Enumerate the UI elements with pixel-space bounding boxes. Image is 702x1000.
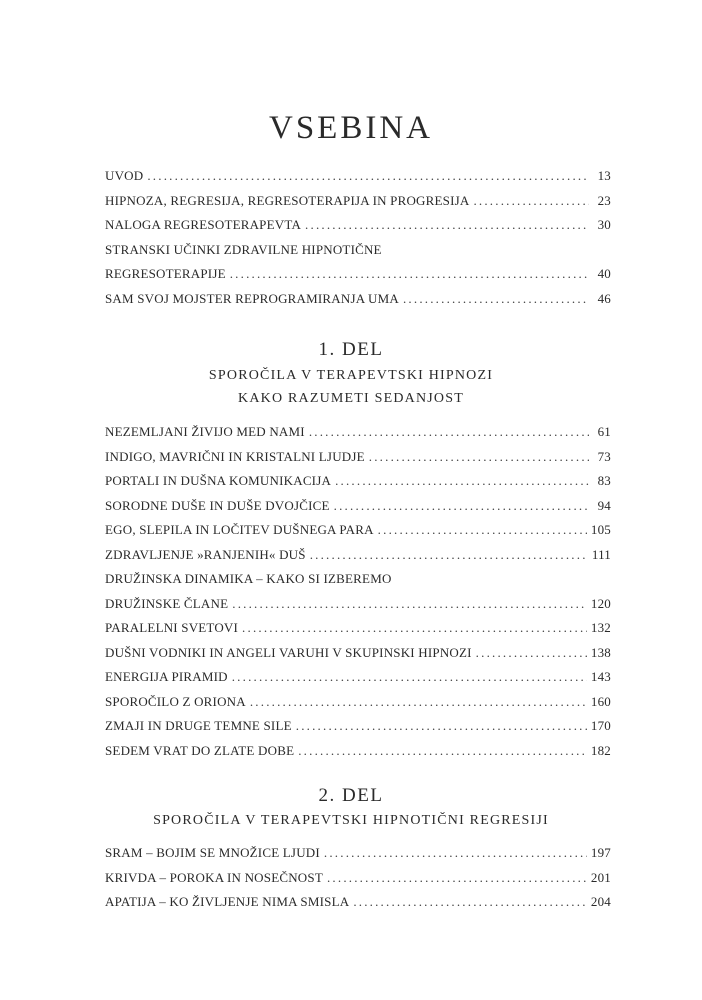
toc-entry[interactable] [105, 522, 611, 547]
toc-entry[interactable] [105, 449, 611, 474]
toc-entry-page: 23 [597, 192, 611, 208]
toc-entry-page: 73 [597, 448, 611, 464]
toc-entry-page: 143 [590, 669, 611, 684]
page-title: VSEBINA [268, 110, 433, 146]
dot-leader [309, 424, 589, 440]
toc-entry-title: STRANSKI UČINKI ZDRAVILNE HIPNOTIČNE [105, 241, 382, 257]
toc-entry[interactable] [105, 870, 611, 895]
toc-entry[interactable] [105, 845, 611, 870]
toc-entry[interactable] [105, 473, 611, 498]
dot-leader [369, 449, 589, 465]
dot-leader [353, 894, 587, 910]
toc-entry-continued[interactable] [105, 242, 611, 267]
toc-entry[interactable] [105, 291, 611, 316]
part2-toc-list [105, 845, 611, 919]
intro-toc-list [105, 168, 611, 315]
dot-leader [296, 718, 587, 734]
dot-leader [327, 870, 587, 886]
toc-entry-title: SRAM – BOJIM SE MNOŽICE LJUDI [105, 845, 320, 860]
toc-entry-title: SORODNE DUŠE IN DUŠE DVOJČICE [105, 497, 330, 513]
part1-subtitle-2: KAKO RAZUMETI SEDANJOST [238, 391, 464, 406]
toc-entry-page: 83 [597, 473, 611, 488]
part2-subtitle: SPOROČILA V TERAPEVTSKI HIPNOTIČNI REGRESIJI [153, 813, 549, 828]
dot-leader [403, 291, 589, 307]
toc-entry[interactable] [105, 217, 611, 242]
toc-entry-title: INDIGO, MAVRIČNI IN KRISTALNI LJUDJE [105, 448, 365, 464]
toc-entry[interactable] [105, 498, 611, 523]
toc-entry-page: 201 [590, 869, 611, 885]
toc-entry-title: DRUŽINSKA DINAMIKA – KAKO SI IZBEREMO [105, 571, 392, 586]
toc-entry-page: 61 [597, 424, 611, 439]
toc-entry-title: HIPNOZA, REGRESIJA, REGRESOTERAPIJA IN PROGRESIJA [105, 192, 470, 208]
toc-entry[interactable] [105, 596, 611, 621]
toc-entry-title: EGO, SLEPILA IN LOČITEV DUŠNEGA PARA [105, 522, 374, 537]
toc-entry-title: SPOROČILO Z ORIONA [105, 693, 246, 709]
toc-entry-title: ZDRAVLJENJE »RANJENIH« DUŠ [105, 546, 306, 562]
toc-entry[interactable] [105, 718, 611, 743]
toc-entry-page: 120 [590, 595, 611, 611]
toc-entry-page: 30 [597, 217, 611, 232]
toc-entry-title: PARALELNI SVETOVI [105, 620, 239, 635]
toc-entry-page: 138 [590, 644, 611, 660]
toc-entry-page: 13 [597, 168, 611, 183]
toc-entry-page: 105 [590, 522, 611, 537]
toc-entry-title: DUŠNI VODNIKI IN ANGELI VARUHI V SKUPINSKI HIPNOZI [105, 644, 472, 660]
toc-entry[interactable] [105, 193, 611, 218]
toc-entry-title: NALOGA REGRESOTERAPEVTA [105, 217, 302, 232]
toc-entry-title: KRIVDA – POROKA IN NOSEČNOST [105, 869, 323, 885]
dot-leader [250, 694, 587, 710]
dot-leader [232, 669, 587, 685]
toc-entry[interactable] [105, 743, 611, 768]
toc-entry-page: 160 [590, 693, 611, 709]
toc-entry[interactable] [105, 620, 611, 645]
part2-heading: 2. DEL [318, 785, 384, 806]
toc-entry-page: 132 [590, 620, 611, 635]
toc-entry-page: 182 [590, 742, 611, 758]
toc-entry[interactable] [105, 547, 611, 572]
toc-entry[interactable] [105, 894, 611, 919]
toc-entry[interactable] [105, 694, 611, 719]
toc-entry-title: SAM SVOJ MOJSTER REPROGRAMIRANJA UMA [105, 290, 399, 306]
toc-entry[interactable] [105, 266, 611, 291]
dot-leader [242, 620, 587, 636]
toc-entry-title: DRUŽINSKE ČLANE [105, 595, 229, 611]
dot-leader [305, 217, 589, 233]
toc-entry-title: SEDEM VRAT DO ZLATE DOBE [105, 742, 295, 758]
toc-entry-title: ZMAJI IN DRUGE TEMNE SILE [105, 718, 292, 733]
dot-leader [147, 168, 589, 184]
dot-leader [334, 498, 589, 514]
toc-entry[interactable] [105, 424, 611, 449]
toc-entry-title: PORTALI IN DUŠNA KOMUNIKACIJA [105, 473, 332, 488]
toc-entry-title: UVOD [105, 168, 144, 183]
toc-entry-title: REGRESOTERAPIJE [105, 266, 226, 281]
toc-entry-page: 197 [590, 845, 611, 860]
toc-entry-page: 40 [597, 266, 611, 281]
dot-leader [232, 596, 587, 612]
toc-entry-page: 170 [590, 718, 611, 733]
dot-leader [298, 743, 587, 759]
dot-leader [378, 522, 587, 538]
dot-leader [473, 193, 589, 209]
part1-heading: 1. DEL [318, 339, 384, 360]
dot-leader [230, 266, 589, 282]
toc-entry[interactable] [105, 645, 611, 670]
toc-entry[interactable] [105, 669, 611, 694]
toc-entry-page: 204 [590, 894, 611, 909]
toc-entry[interactable] [105, 168, 611, 193]
part1-subtitle: SPOROČILA V TERAPEVTSKI HIPNOZI [208, 368, 494, 383]
toc-entry-title: ENERGIJA PIRAMID [105, 669, 228, 684]
toc-entry-page: 111 [591, 546, 611, 562]
dot-leader [310, 547, 588, 563]
toc-entry-page: 94 [597, 497, 611, 513]
dot-leader [324, 845, 587, 861]
dot-leader [476, 645, 587, 661]
toc-entry-page: 46 [597, 290, 611, 306]
dot-leader [335, 473, 589, 489]
part1-toc-list [105, 424, 611, 767]
toc-entry-title: APATIJA – KO ŽIVLJENJE NIMA SMISLA [105, 894, 350, 909]
toc-entry-continued[interactable] [105, 571, 611, 596]
toc-entry-title: NEZEMLJANI ŽIVIJO MED NAMI [105, 424, 305, 439]
